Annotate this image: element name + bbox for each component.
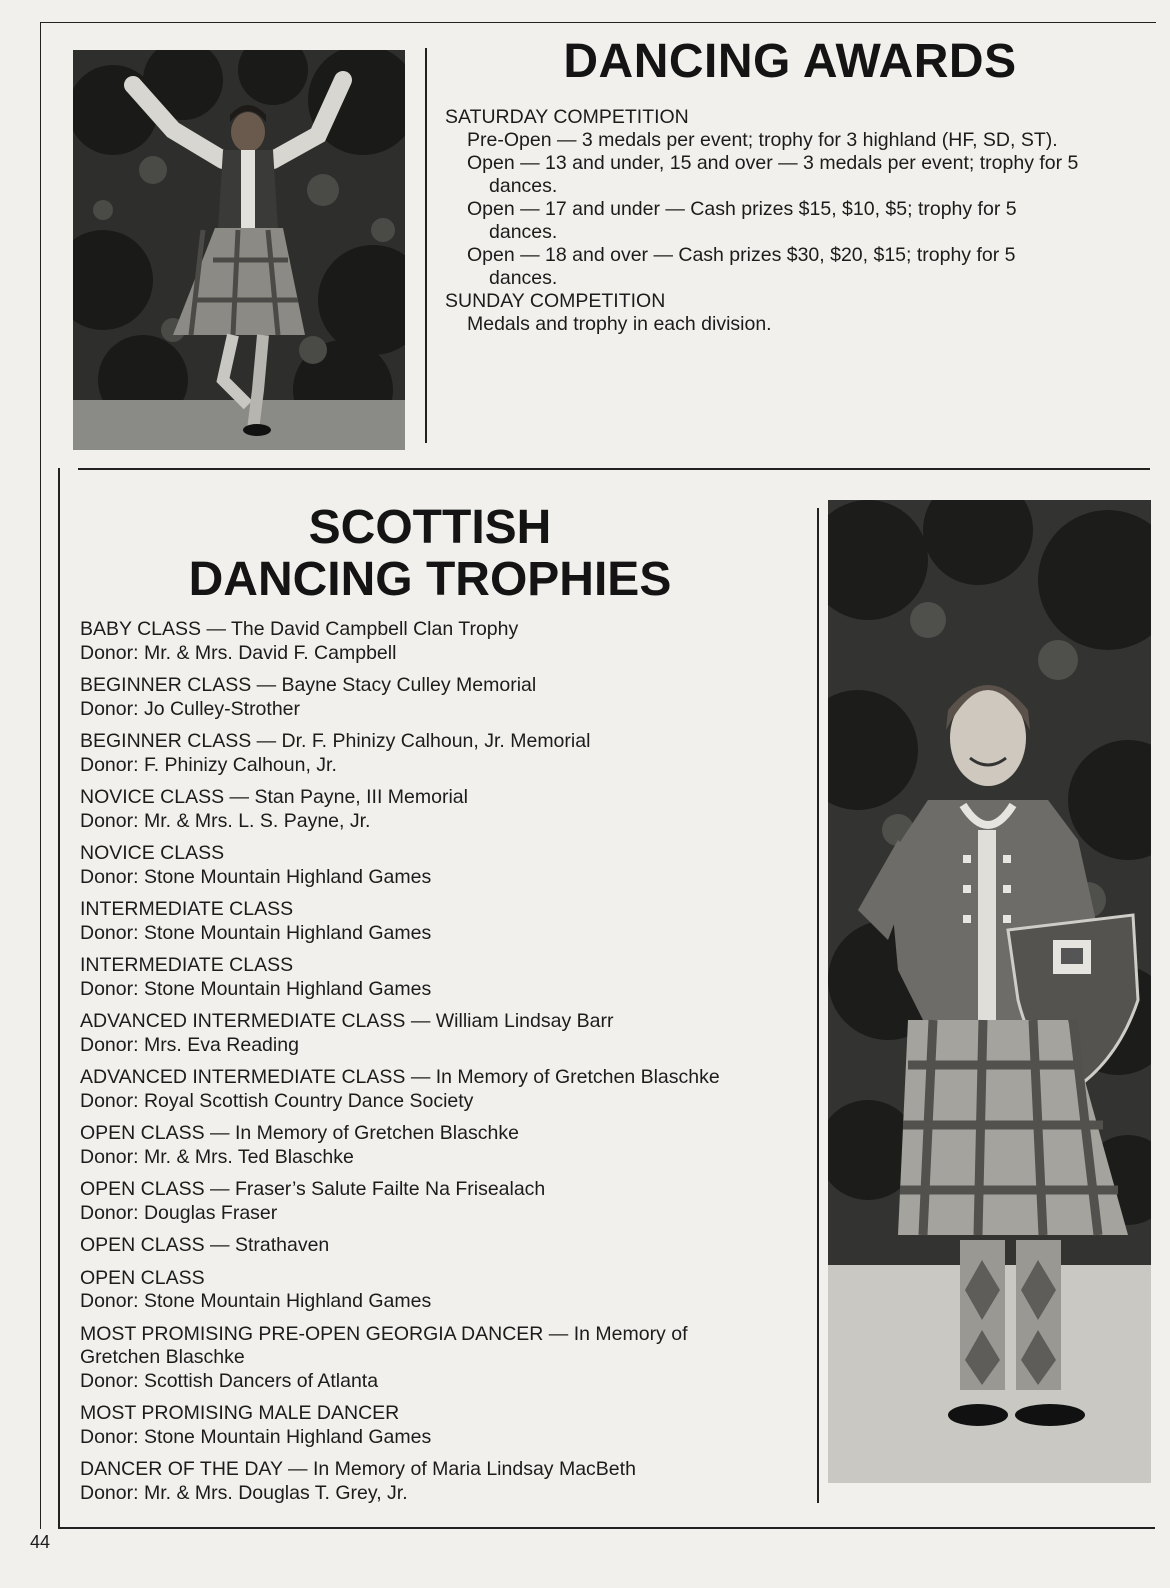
trophy-class-line: MOST PROMISING MALE DANCER — [80, 1402, 400, 1424]
trophy-item — [80, 730, 810, 777]
trophy-list — [80, 618, 810, 1514]
trophy-class-line: ADVANCED INTERMEDIATE CLASS — In Memory of Gretchen Blaschke — [80, 1066, 720, 1088]
trophy-class-line: INTERMEDIATE CLASS — [80, 898, 294, 920]
trophy-detail-line: Donor: Stone Mountain Highland Games — [80, 865, 432, 888]
trophy-detail-line: Donor: Mr. & Mrs. L. S. Payne, Jr. — [80, 809, 371, 832]
trophy-class-line: ADVANCED INTERMEDIATE CLASS — William Lindsay Barr — [80, 1010, 614, 1032]
trophy-class-line: BEGINNER CLASS — Bayne Stacy Culley Memorial — [80, 674, 537, 696]
divider-horizontal-bottom — [58, 1527, 1155, 1529]
trophy-detail-line: Donor: Stone Mountain Highland Games — [80, 977, 432, 1000]
trophy-class-line: NOVICE CLASS — [80, 842, 225, 864]
trophies-title — [180, 502, 680, 606]
award-line-continuation: dances. — [489, 267, 558, 289]
trophy-class-line: INTERMEDIATE CLASS — [80, 954, 294, 976]
trophy-detail-line: Donor: Mr. & Mrs. David F. Campbell — [80, 641, 397, 664]
trophy-item — [80, 1323, 810, 1394]
trophy-detail-line: Donor: Stone Mountain Highland Games — [80, 1290, 432, 1312]
trophy-item — [80, 1267, 810, 1314]
trophy-detail-line: Donor: Mr. & Mrs. Douglas T. Grey, Jr. — [80, 1481, 408, 1504]
trophy-detail-line: Donor: F. Phinizy Calhoun, Jr. — [80, 753, 337, 776]
trophy-detail-line: Donor: Mr. & Mrs. Ted Blaschke — [80, 1145, 354, 1168]
award-line-text: Pre-Open — 3 medals per event; trophy for 3 highland (HF, SD, ST). — [467, 129, 1058, 151]
sunday-line: Medals and trophy in each division. — [467, 313, 772, 335]
trophy-item — [80, 1402, 810, 1449]
trophy-item — [80, 618, 810, 665]
trophy-item — [80, 674, 810, 721]
trophy-item — [80, 786, 810, 833]
trophy-class-line: NOVICE CLASS — Stan Payne, III Memorial — [80, 786, 468, 808]
award-line-text: Open — 13 and under, 15 and over — 3 medals per event; trophy for 5 — [467, 152, 1079, 174]
trophy-detail-line: Donor: Douglas Fraser — [80, 1201, 278, 1224]
trophy-class-line: MOST PROMISING PRE-OPEN GEORGIA DANCER — In Memory of — [80, 1322, 688, 1345]
trophies-title-line2: DANCING TROPHIES — [188, 553, 672, 606]
award-line-text: Open — 18 and over — Cash prizes $30, $20, $15; trophy for 5 — [467, 244, 1016, 266]
divider-vertical-top — [425, 48, 427, 443]
trophy-item — [80, 954, 810, 1001]
trophy-class-line: BEGINNER CLASS — Dr. F. Phinizy Calhoun, Jr. Memorial — [80, 730, 591, 752]
dancer-with-trophy-photo — [828, 500, 1151, 1483]
trophy-class-line: OPEN CLASS — In Memory of Gretchen Blaschke — [80, 1122, 519, 1144]
divider-vertical-bottom — [817, 508, 819, 1503]
trophy-class-line: OPEN CLASS — Strathaven — [80, 1234, 330, 1256]
divider-horizontal-middle — [78, 468, 1150, 470]
award-line — [445, 152, 1155, 198]
trophy-class-line: BABY CLASS — The David Campbell Clan Trophy — [80, 618, 519, 640]
awards-title: DANCING AWARDS — [563, 35, 1017, 88]
trophy-item — [80, 1178, 810, 1225]
trophies-title-line1: SCOTTISH — [308, 501, 552, 554]
trophy-item — [80, 898, 810, 945]
trophy-detail-line: Donor: Jo Culley-Strother — [80, 697, 301, 720]
trophy-class-line: DANCER OF THE DAY — In Memory of Maria Lindsay MacBeth — [80, 1458, 636, 1480]
trophy-detail-line: Donor: Scottish Dancers of Atlanta — [80, 1369, 379, 1392]
trophy-detail-line: Gretchen Blaschke — [80, 1346, 245, 1368]
award-line — [445, 198, 1155, 244]
trophy-detail-line: Donor: Mrs. Eva Reading — [80, 1033, 299, 1056]
award-line — [445, 244, 1155, 290]
trophy-detail-line: Donor: Stone Mountain Highland Games — [80, 921, 432, 944]
divider-inner-left — [58, 468, 60, 1528]
dancer-leaping-photo — [73, 50, 405, 450]
trophy-item — [80, 1010, 810, 1057]
trophy-item — [80, 842, 810, 889]
page-number: 44 — [30, 1532, 51, 1552]
trophy-item — [80, 1458, 810, 1505]
trophy-detail-line: Donor: Stone Mountain Highland Games — [80, 1425, 432, 1448]
trophy-item — [80, 1122, 810, 1169]
trophy-item — [80, 1234, 810, 1258]
trophy-item — [80, 1066, 810, 1113]
trophy-detail-line: Donor: Royal Scottish Country Dance Society — [80, 1089, 474, 1112]
award-line-continuation: dances. — [489, 175, 558, 197]
trophy-class-line: OPEN CLASS — Fraser’s Salute Failte Na Frisealach — [80, 1178, 546, 1200]
award-line-continuation: dances. — [489, 221, 558, 243]
sunday-heading: SUNDAY COMPETITION — [445, 290, 666, 312]
trophy-class-line: OPEN CLASS — [80, 1266, 205, 1289]
saturday-heading: SATURDAY COMPETITION — [445, 106, 689, 128]
award-line-text: Open — 17 and under — Cash prizes $15, $10, $5; trophy for 5 — [467, 198, 1017, 220]
award-line — [445, 129, 1155, 152]
awards-body — [445, 106, 1155, 336]
